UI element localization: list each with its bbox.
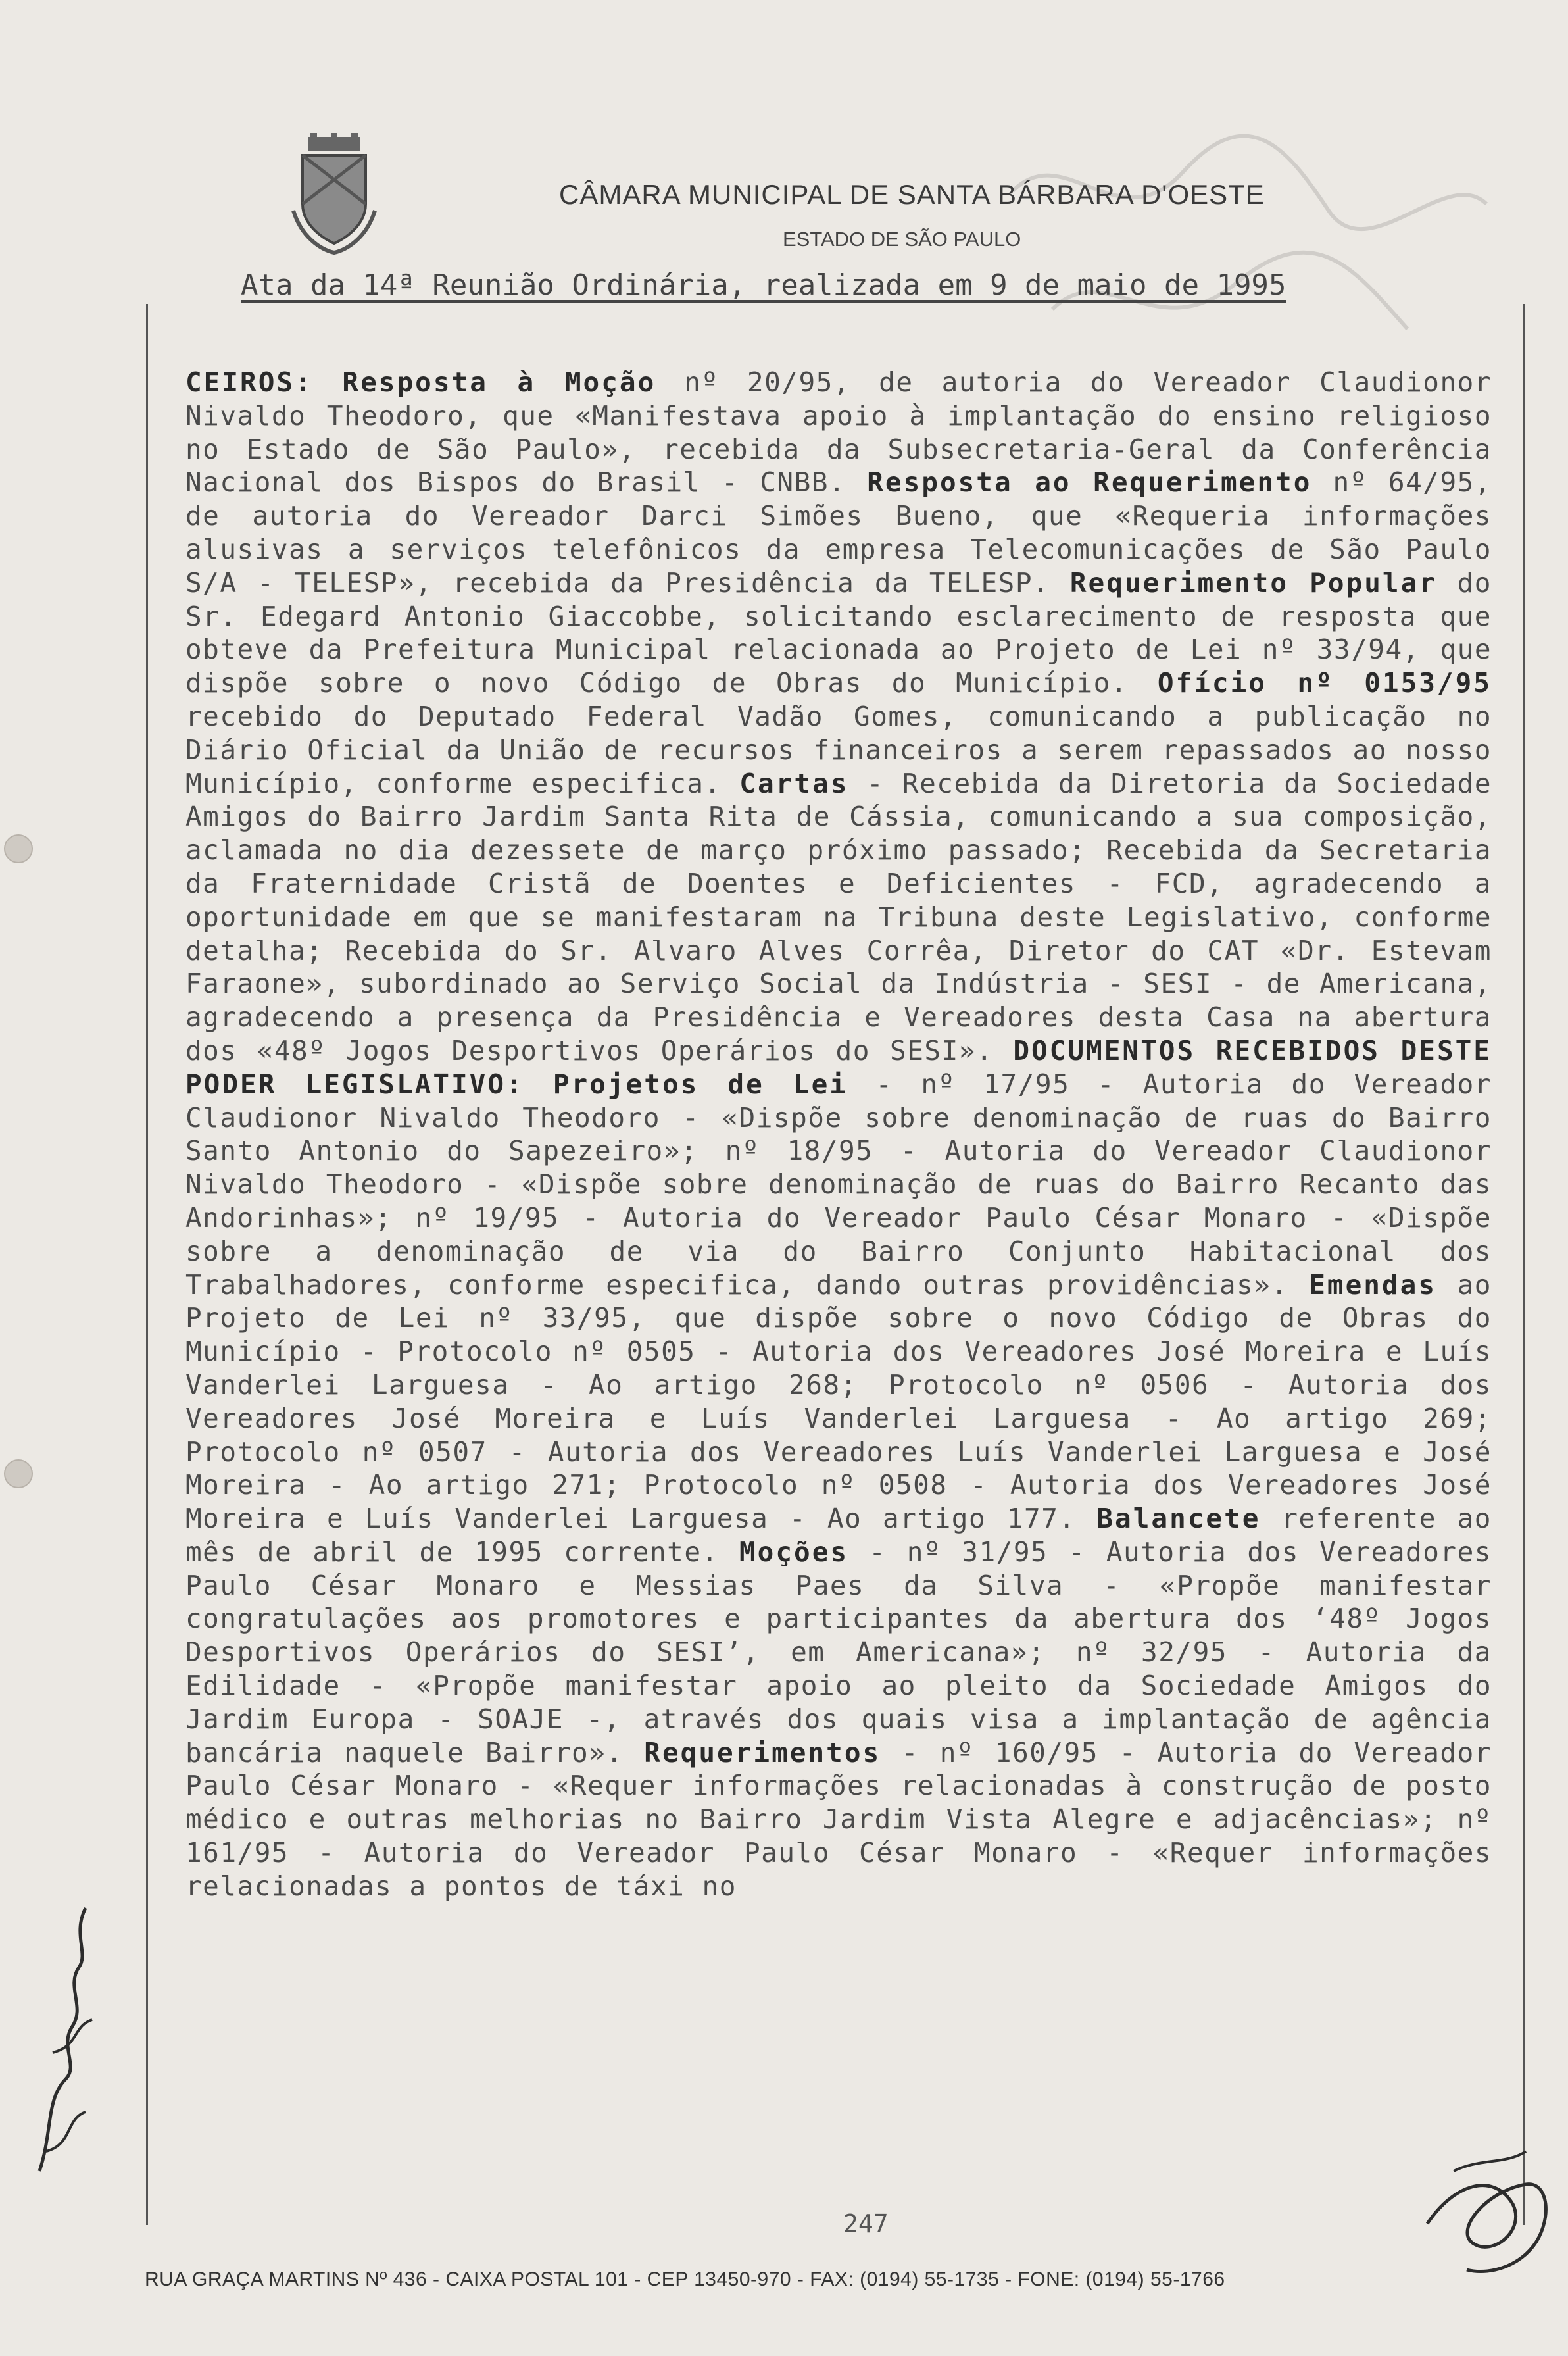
punch-hole-icon — [4, 834, 33, 863]
body-text: nº 64/95, de autoria do Vereador Darci Simões Bueno, que «Requeria informações alusivas a serviços telefônicos da empresa Telecomunicações de São Paulo S/A - TELESP», recebida da Presidência da TELESP. — [185, 466, 1492, 599]
bold-term: CEIROS: Resposta à Moção — [185, 366, 656, 398]
state-name: ESTADO DE SÃO PAULO — [783, 228, 1021, 251]
bold-term: Emendas — [1309, 1268, 1437, 1301]
municipal-coat-of-arms-icon — [288, 132, 380, 257]
bold-term: DOCUMENTOS RECEBIDOS DESTE PODER LEGISLATIVO: Projetos de Lei — [185, 1034, 1492, 1100]
bold-term: Resposta ao Requerimento — [867, 466, 1312, 499]
body-text: ao Projeto de Lei nº 33/95, que dispõe sobre o novo Código de Obras do Município - Protocolo nº 0505 - Autoria dos Vereadores José Moreira e Luís Vanderlei Larguesa - Ao artigo 268; Protocolo nº 0506 - Autoria dos Vereadores José Moreira e Luís Vanderlei Larguesa - Ao artigo 269; Protocolo nº 0507 - Autoria dos Vereadores Luís Vanderlei Larguesa e José Moreira - Ao artigo 271; Protocolo nº 0508 - Autoria dos Vereadores José Moreira e Luís Vanderlei Larguesa - Ao artigo 177. — [185, 1268, 1492, 1535]
right-margin-rule — [1523, 304, 1525, 2225]
handwritten-signature-left — [26, 1882, 105, 2184]
footer-address: RUA GRAÇA MARTINS Nº 436 - CAIXA POSTAL 101 - CEP 13450-970 - FAX: (0194) 55-1735 - FONE: (0194) 55-1766 — [145, 2268, 1225, 2290]
handwritten-signature-right — [1414, 2145, 1565, 2290]
body-text: - Recebida da Diretoria da Sociedade Amigos do Bairro Jardim Santa Rita de Cássia, comunicando a sua composição, aclamada no dia dezessete de março próximo passado; Recebida da Secretaria da Fraternidade Cristã de Doentes e Deficientes - FCD, agradecendo a oportunidade em que se manifestaram na Tribuna deste Legislativo, conforme detalha; Recebida do Sr. Alvaro Alves Corrêa, Diretor do CAT «Dr. Estevam Faraone», subordinado ao Serviço Social da Indústria - SESI - de Americana, agradecendo a presença da Presidência e Vereadores desta Casa na abertura dos «48º Jogos Desportivos Operários do SESI». — [185, 767, 1492, 1066]
bold-term: Moções — [739, 1536, 849, 1568]
minutes-title: Ata da 14ª Reunião Ordinária, realizada em 9 de maio de 1995 — [241, 268, 1286, 302]
body-text: nº 20/95, de autoria do Vereador Claudionor Nivaldo Theodoro, que «Manifestava apoio à implantação do ensino religioso no Estado de São Paulo», recebida da Subsecretaria-Geral da Conferência Nacional dos Bispos do Brasil - CNBB. — [185, 366, 1492, 499]
body-text: referente ao mês de abril de 1995 corrente. — [185, 1503, 1492, 1568]
bold-term: Requerimento Popular — [1069, 566, 1437, 599]
bold-term: Balancete — [1096, 1503, 1261, 1535]
body-text: - nº 17/95 - Autoria do Vereador Claudionor Nivaldo Theodoro - «Dispõe sobre denominação de ruas do Bairro Santo Antonio do Sapezeiro»; nº 18/95 - Autoria do Vereador Claudionor Nivaldo Theodoro - «Dispõe sobre denominação de ruas do Bairro Recanto das Andorinhas»; nº 19/95 - Autoria do Vereador Paulo César Monaro - «Dispõe sobre a denominação de via do Bairro Conjunto Habitacional dos Trabalhadores, conforme especifica, dando outras providências». — [185, 1068, 1492, 1301]
body-text: - nº 31/95 - Autoria dos Vereadores Paulo César Monaro e Messias Paes da Silva - «Propõe manifestar congratulações aos promotores e participantes da abertura dos ‘48º Jogos Desportivos Operários do SESI’, em Americana»; nº 32/95 - Autoria da Edilidade - «Propõe manifestar apoio ao pleito da Sociedade Amigos do Jardim Europa - SOAJE -, através dos quais visa a implantação de agência bancária naquele Bairro». — [185, 1536, 1492, 1768]
body-text: recebido do Deputado Federal Vadão Gomes, comunicando a publicação no Diário Oficial da União de recursos financeiros a serem repassados ao nosso Município, conforme especifica. — [185, 700, 1492, 799]
left-margin-rule — [146, 304, 148, 2225]
institution-name: CÂMARA MUNICIPAL DE SANTA BÁRBARA D'OESTE — [559, 179, 1265, 210]
bold-term: Ofício nº 0153/95 — [1157, 667, 1492, 699]
page-number: 247 — [843, 2209, 889, 2238]
bold-term: Requerimentos — [644, 1736, 881, 1768]
bold-term: Cartas — [739, 767, 849, 799]
bleed-through-signature — [987, 112, 1513, 388]
body-text: - nº 160/95 - Autoria do Vereador Paulo César Monaro - «Requer informações relacionadas à construção de posto médico e outras melhorias no Bairro Jardim Vista Alegre e adjacências»; nº 161/95 - Autoria do Vereador Paulo César Monaro - «Requer informações relacionadas a pontos de táxi no — [185, 1736, 1492, 1902]
minutes-body-text — [185, 366, 1492, 1903]
body-text: do Sr. Edegard Antonio Giaccobbe, solicitando esclarecimento de resposta que obteve da Prefeitura Municipal relacionada ao Projeto de Lei nº 33/94, que dispõe sobre o novo Código de Obras do Município. — [185, 566, 1492, 699]
punch-hole-icon — [4, 1459, 33, 1488]
